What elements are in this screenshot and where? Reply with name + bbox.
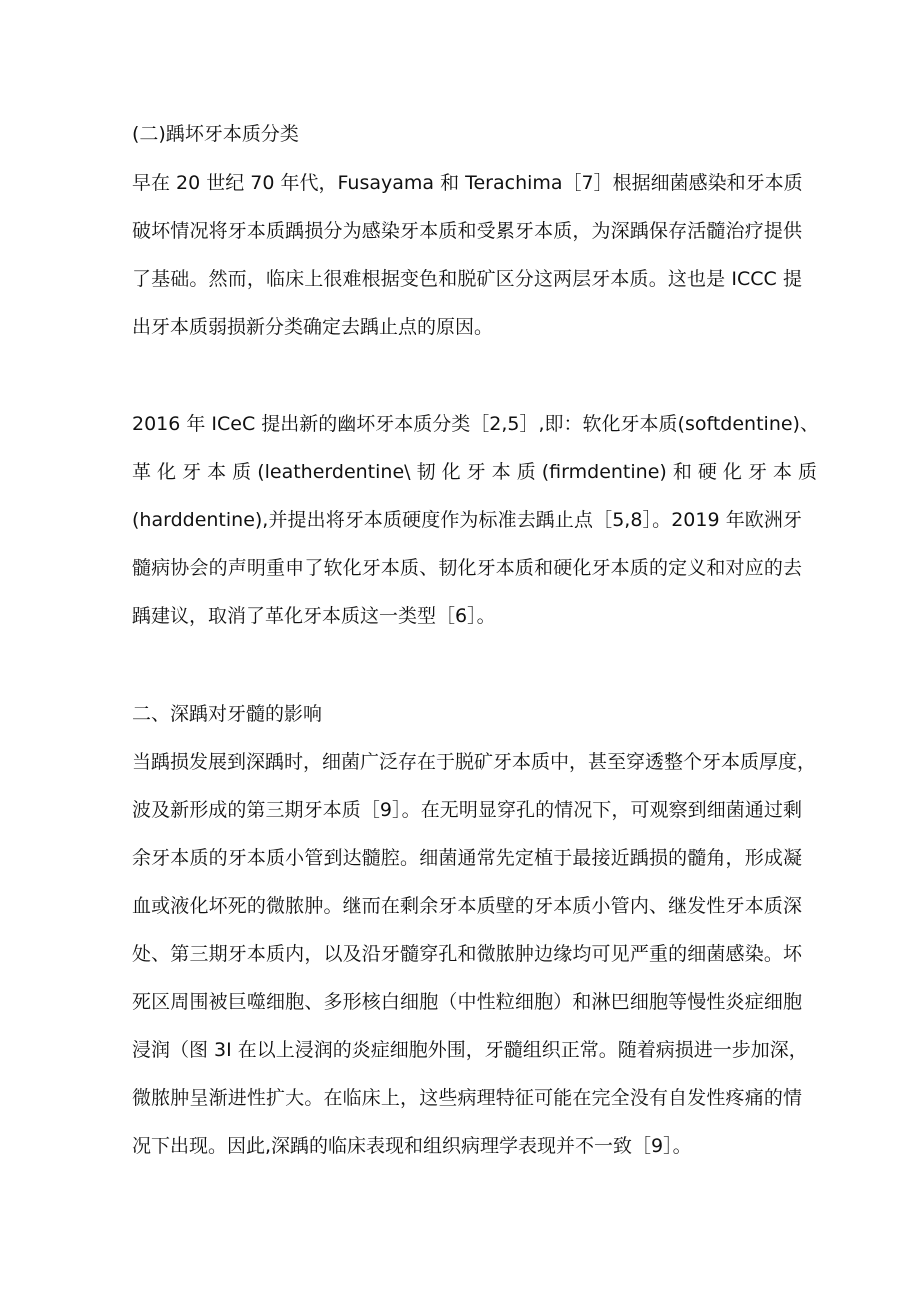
text-line: (harddentine),并提出将牙本质硬度作为标准去踽止点［5,8］。2019 年欧洲牙	[132, 509, 802, 531]
text-line: 况下出现。因此,深踽的临床表现和组织病理学表现并不一致［9］。	[132, 1135, 692, 1157]
text-line: 浸润（图 3I 在以上浸润的炎症细胞外围，牙髓组织正常。随着病损进一步加深，	[132, 1039, 808, 1061]
text-line: 血或液化坏死的微脓肿。继而在剩余牙本质壁的牙本质小管内、继发性牙本质深	[132, 895, 802, 917]
text-line: 早在 20 世纪 70 年代，Fusayama 和 Terachima［7］根据细菌感染和牙本质	[132, 172, 803, 194]
text-line: 当踽损发展到深踽时，细菌广泛存在于脱矿牙本质中，甚至穿透整个牙本质厚度，	[132, 751, 817, 773]
text-line: 死区周围被巨噬细胞、多形核白细胞（中性粒细胞）和淋巴细胞等慢性炎症细胞	[132, 991, 802, 1013]
text-line: 出牙本质弱损新分类确定去踽止点的原因。	[132, 316, 494, 338]
text-line: 处、第三期牙本质内，以及沿牙髓穿孔和微脓肿边缘均可见严重的细菌感染。坏	[132, 943, 802, 965]
text-line: 2016 年 ICeC 提出新的幽坏牙本质分类［2,5］,即：软化牙本质(softdentine)、	[132, 413, 819, 435]
text-line: 了基础。然而，临床上很难根据变色和脱矿区分这两层牙本质。这也是 ICCC 提	[132, 268, 802, 290]
text-line: 革 化 牙 本 质 (leatherdentine\ 韧 化 牙 本 质 (firmdentine) 和 硬 化 牙 本 质	[132, 461, 818, 483]
section-heading-2: 二、深踽对牙髓的影响	[132, 703, 323, 725]
section-heading-1: (二)踽坏牙本质分类	[132, 123, 299, 145]
text-line: 髓病协会的声明重申了软化牙本质、韧化牙本质和硬化牙本质的定义和对应的去	[132, 557, 802, 579]
text-line: 余牙本质的牙本质小管到达髓腔。细菌通常先定植于最接近踽损的髓角，形成凝	[132, 847, 802, 869]
text-line: 微脓肿呈渐进性扩大。在临床上，这些病理特征可能在完全没有自发性疼痛的情	[132, 1087, 802, 1109]
text-line: 破坏情况将牙本质踽损分为感染牙本质和受累牙本质，为深踽保存活髓治疗提供	[132, 220, 802, 242]
text-line: 波及新形成的第三期牙本质［9］。在无明显穿孔的情况下，可观察到细菌通过剩	[132, 799, 802, 821]
text-line: 踽建议，取消了革化牙本质这一类型［6］。	[132, 605, 496, 627]
